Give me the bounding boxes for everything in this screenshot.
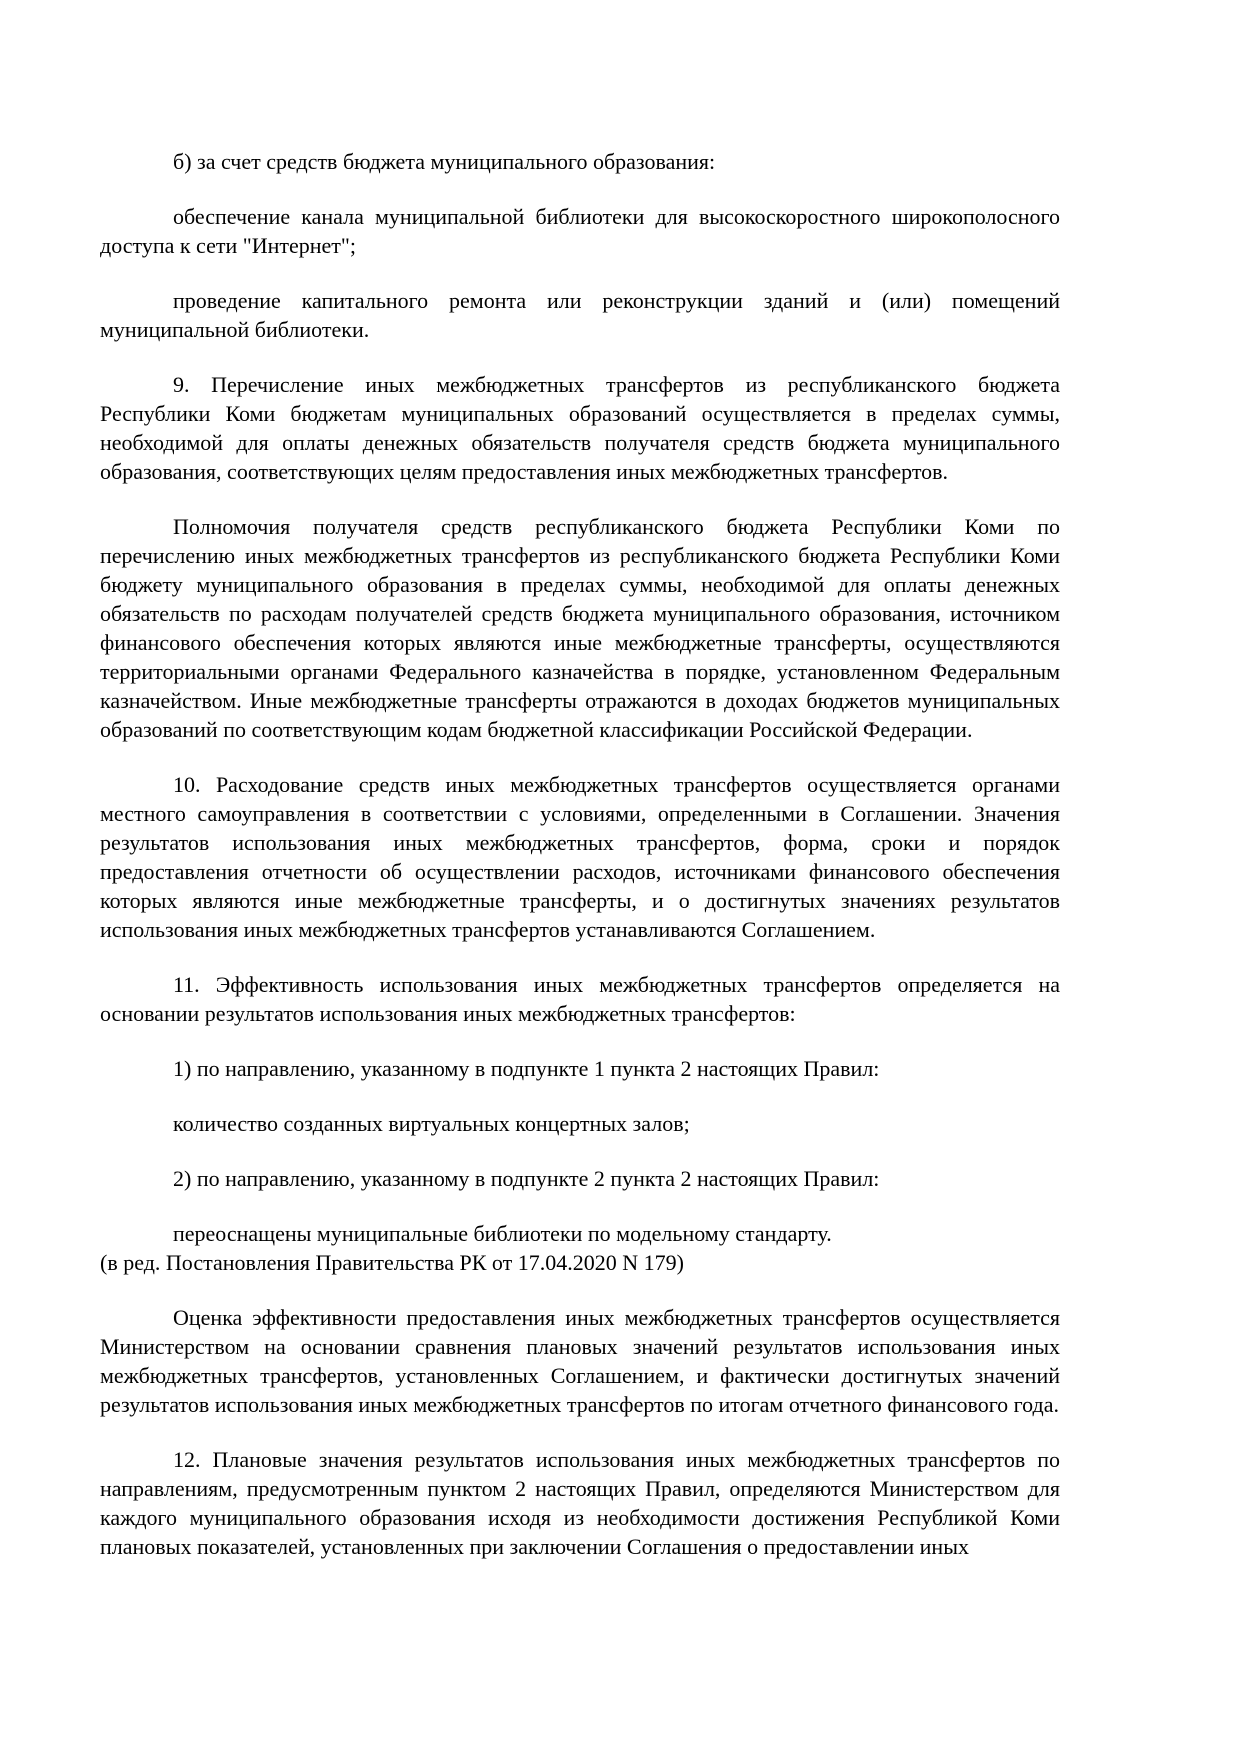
paragraph-subpoint-b: б) за счет средств бюджета муниципального образования: [173, 149, 716, 174]
paragraph-item-10: 10. Расходование средств иных межбюджетных трансфертов осуществляется органами местного самоуправления в соответствии с условиями, определенными в Соглашении. Значения результатов использования иных межбюджетных трансфертов, форма, сроки и порядок предоставления отчетности об осуществлении расходов, источниками финансового обеспечения которых являются иные межбюджетные трансферты, и о достигнутых значениях результатов использования иных межбюджетных трансфертов устанавливаются Соглашением. [100, 772, 1060, 942]
paragraph-authority: Полномочия получателя средств республиканского бюджета Республики Коми по перечислению иных межбюджетных трансфертов из республиканского бюджета Республики Коми бюджету муниципального образования в пределах суммы, необходимой для оплаты денежных обязательств по расходам получателей средств бюджета муниципального образования, источником финансового обеспечения которых являются иные межбюджетные трансферты, осуществляются территориальными органами Федерального казначейства в порядке, установленном Федеральным казначейством. Иные межбюджетные трансферты отражаются в доходах бюджетов муниципальных образований по соответствующим кодам бюджетной классификации Российской Федерации. [100, 514, 1060, 742]
paragraph-evaluation: Оценка эффективности предоставления иных межбюджетных трансфертов осуществляется Министерством на основании сравнения плановых значений результатов использования иных межбюджетных трансфертов, установленных Соглашением, и фактически достигнутых значений результатов использования иных межбюджетных трансфертов по итогам отчетного финансового года. [100, 1305, 1060, 1417]
paragraph-item-9: 9. Перечисление иных межбюджетных трансфертов из республиканского бюджета Республики Коми бюджетам муниципальных образований осуществляется в пределах суммы, необходимой для оплаты денежных обязательств получателя средств бюджета муниципального образования, соответствующих целям предоставления иных межбюджетных трансфертов. [100, 372, 1060, 484]
paragraph-subitem-2: 2) по направлению, указанному в подпункте 2 пункта 2 настоящих Правил: [173, 1166, 880, 1191]
paragraph-internet-access: обеспечение канала муниципальной библиотеки для высокоскоростного широкополосного доступа к сети "Интернет"; [100, 204, 1060, 258]
paragraph-libraries: переоснащены муниципальные библиотеки по модельному стандарту. [173, 1221, 832, 1246]
paragraph-item-12: 12. Плановые значения результатов использования иных межбюджетных трансфертов по направлениям, предусмотренным пунктом 2 настоящих Правил, определяются Министерством для каждого муниципального образования исходя из необходимости достижения Республикой Коми плановых показателей, установленных при заключении Соглашения о предоставлении иных [100, 1447, 1060, 1559]
paragraph-subitem-1: 1) по направлению, указанному в подпункте 1 пункта 2 настоящих Правил: [173, 1056, 880, 1081]
amendment-note: (в ред. Постановления Правительства РК от 17.04.2020 N 179) [100, 1250, 684, 1275]
paragraph-item-11: 11. Эффективность использования иных межбюджетных трансфертов определяется на основании результатов использования иных межбюджетных трансфертов: [100, 972, 1060, 1026]
page-text [100, 147, 1060, 1561]
paragraph-capital-repair: проведение капитального ремонта или реконструкции зданий и (или) помещений муниципальной библиотеки. [100, 288, 1060, 342]
paragraph-concert-halls: количество созданных виртуальных концертных залов; [173, 1111, 690, 1136]
